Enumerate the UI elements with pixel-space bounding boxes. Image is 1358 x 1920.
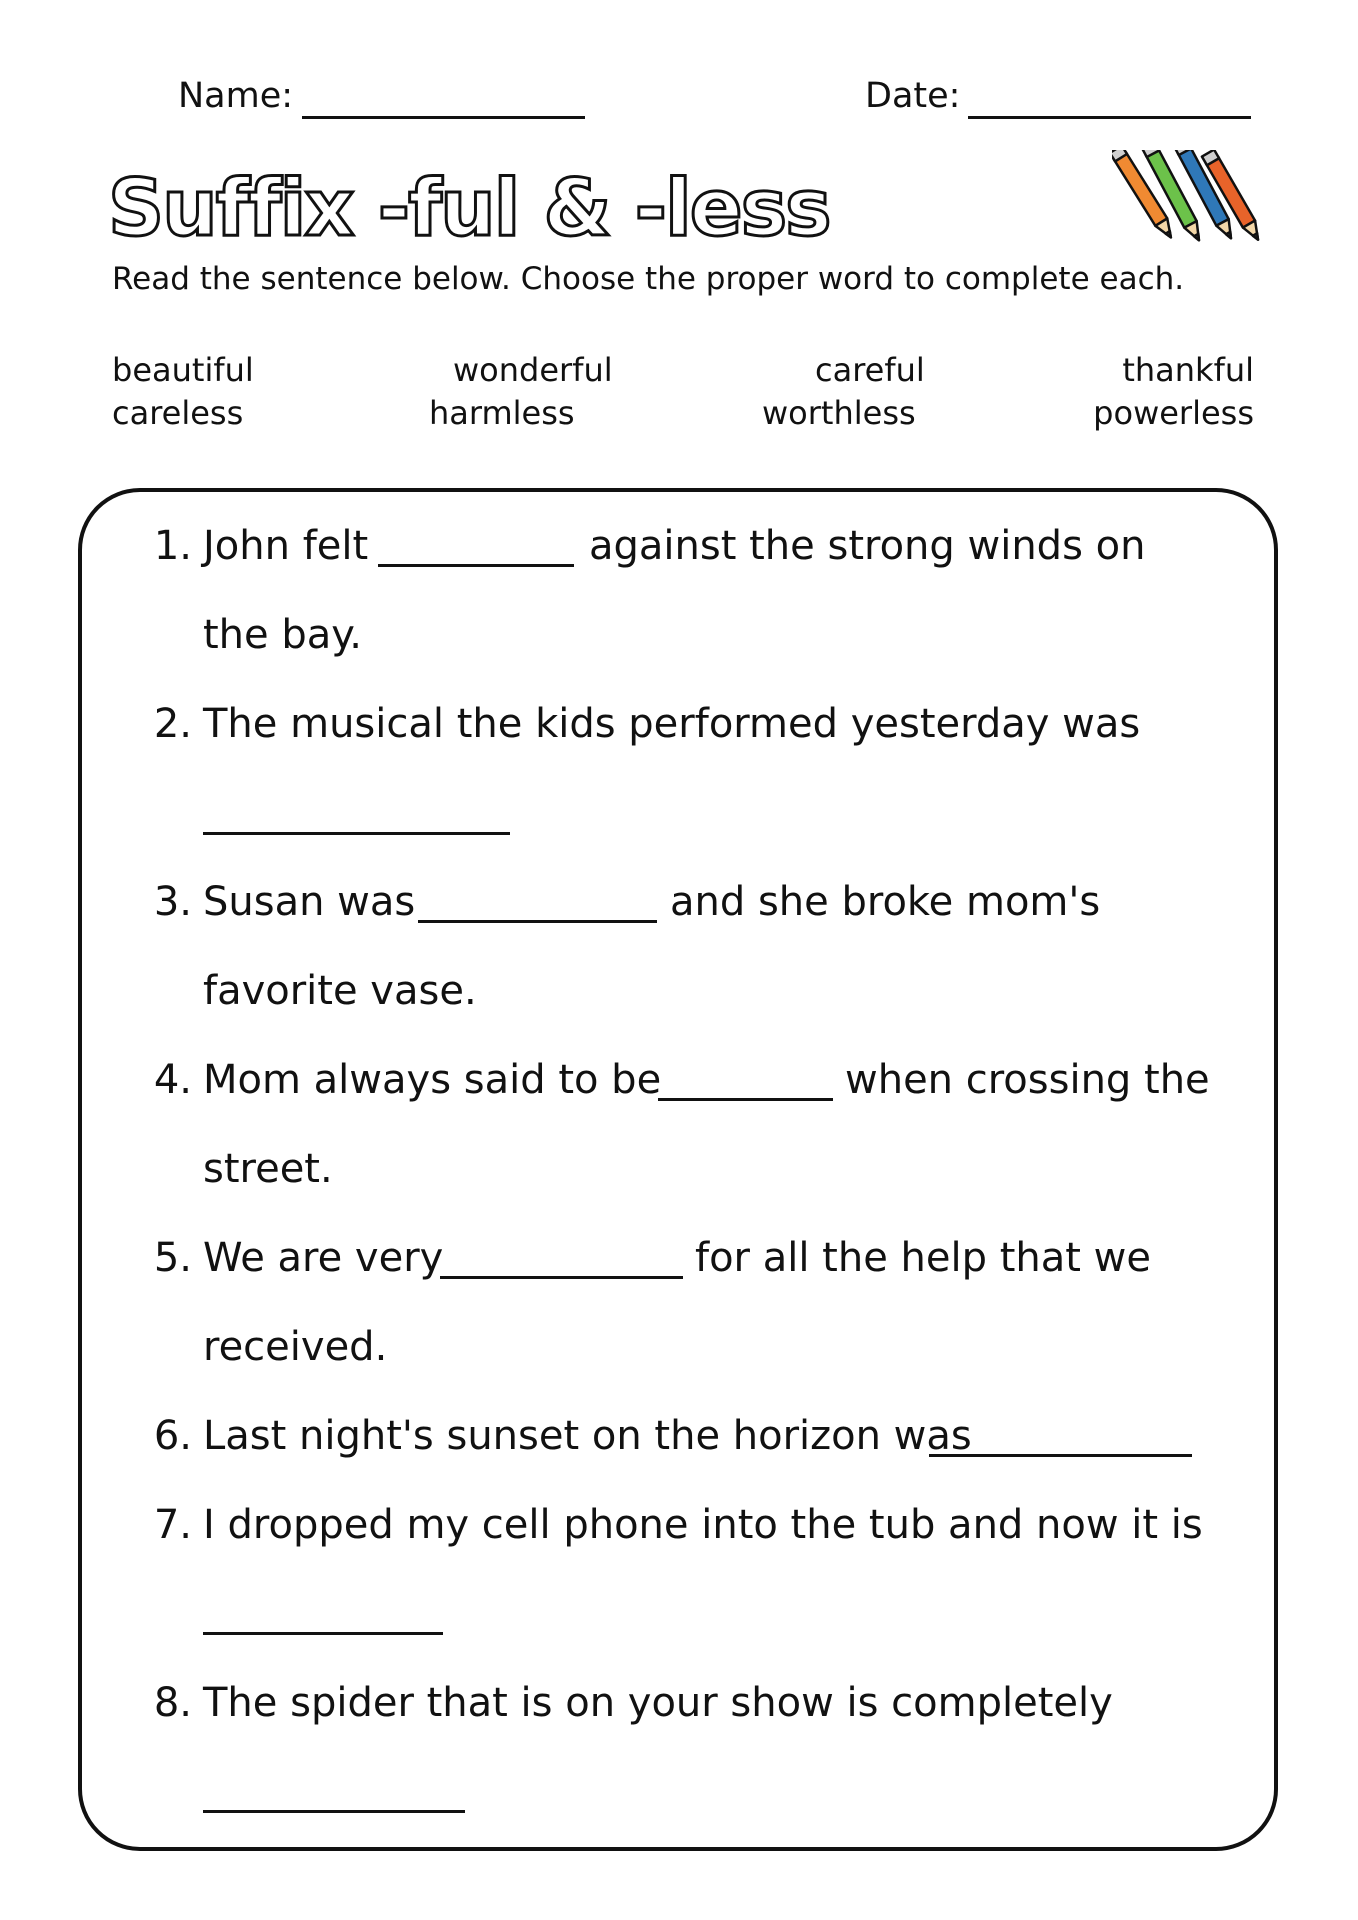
question-number: 3. bbox=[153, 879, 192, 925]
question-text: and she broke mom's bbox=[670, 879, 1101, 925]
answer-blank[interactable] bbox=[203, 1632, 443, 1635]
answer-blank[interactable] bbox=[440, 1276, 683, 1279]
question-text: Last night's sunset on the horizon was bbox=[203, 1413, 972, 1459]
question-text: John felt bbox=[203, 523, 369, 569]
question-text: received. bbox=[203, 1324, 388, 1370]
answer-blank[interactable] bbox=[929, 1454, 1192, 1457]
question-text: I dropped my cell phone into the tub and now it is bbox=[203, 1502, 1203, 1548]
question-text: when crossing the bbox=[845, 1057, 1210, 1103]
question-text: Susan was bbox=[203, 879, 416, 925]
page-title: Suffix -ful & -less bbox=[108, 164, 830, 254]
question-number: 5. bbox=[153, 1235, 192, 1281]
word-bank-item: beautiful bbox=[112, 351, 254, 389]
pencils-icon bbox=[1112, 150, 1262, 250]
instructions: Read the sentence below. Choose the proper word to complete each. bbox=[112, 261, 1185, 297]
answer-blank[interactable] bbox=[418, 920, 657, 923]
question-number: 1. bbox=[153, 523, 192, 569]
question-text: favorite vase. bbox=[203, 968, 477, 1014]
word-bank-item: powerless bbox=[1093, 394, 1254, 432]
date-field[interactable] bbox=[968, 116, 1251, 119]
word-bank-item: careless bbox=[112, 394, 244, 432]
name-field[interactable] bbox=[302, 116, 585, 119]
question-text: against the strong winds on bbox=[589, 523, 1146, 569]
date-label: Date: bbox=[865, 76, 961, 116]
question-number: 6. bbox=[153, 1413, 192, 1459]
word-bank-item: worthless bbox=[762, 394, 916, 432]
answer-blank[interactable] bbox=[203, 832, 510, 835]
word-bank-item: wonderful bbox=[453, 351, 613, 389]
question-text: Mom always said to be bbox=[203, 1057, 662, 1103]
word-bank-item: careful bbox=[815, 351, 925, 389]
question-text: We are very bbox=[203, 1235, 444, 1281]
word-bank-item: thankful bbox=[1122, 351, 1254, 389]
question-number: 2. bbox=[153, 701, 192, 747]
question-text: the bay. bbox=[203, 612, 362, 658]
question-text: street. bbox=[203, 1146, 333, 1192]
question-text: The spider that is on your show is completely bbox=[203, 1680, 1113, 1726]
answer-blank[interactable] bbox=[203, 1810, 465, 1813]
question-number: 8. bbox=[153, 1680, 192, 1726]
question-text: for all the help that we bbox=[695, 1235, 1151, 1281]
question-number: 4. bbox=[153, 1057, 192, 1103]
word-bank-item: harmless bbox=[429, 394, 575, 432]
answer-blank[interactable] bbox=[378, 564, 574, 567]
answer-blank[interactable] bbox=[658, 1098, 833, 1101]
question-text: The musical the kids performed yesterday was bbox=[203, 701, 1141, 747]
name-label: Name: bbox=[178, 76, 294, 116]
question-number: 7. bbox=[153, 1502, 192, 1548]
